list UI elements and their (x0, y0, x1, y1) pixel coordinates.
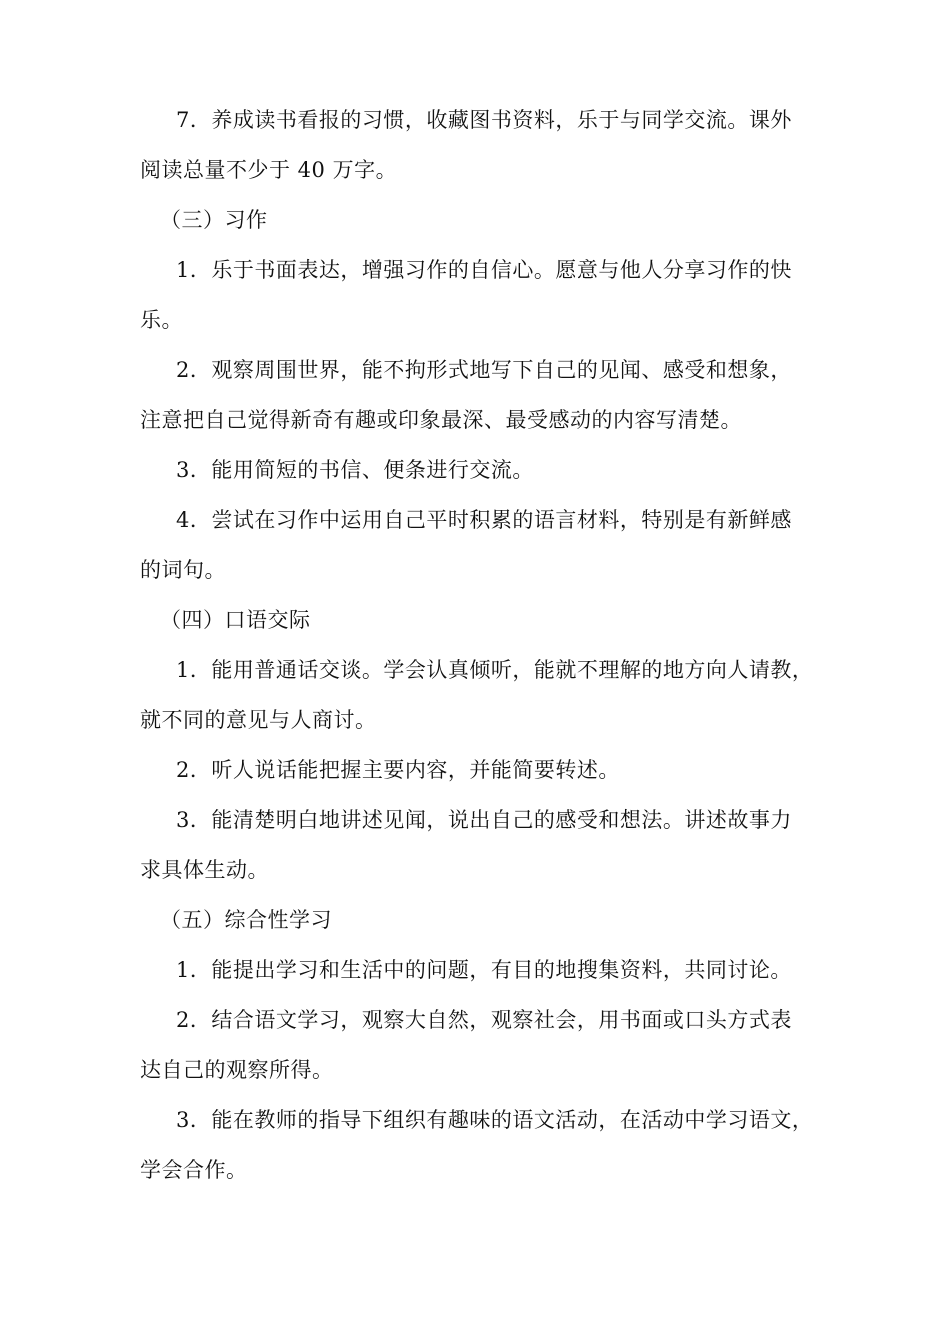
comprehensive-item-1: 1．能提出学习和生活中的问题，有目的地搜集资料，共同讨论。 (176, 958, 792, 982)
paragraph-7-line-1: 7．养成读书看报的习惯，收藏图书资料，乐于与同学交流。课外 (176, 108, 792, 132)
comprehensive-item-3-line-2: 学会合作。 (140, 1158, 248, 1182)
oral-item-1-line-1: 1．能用普通话交谈。学会认真倾听，能就不理解的地方向人请教， (176, 658, 814, 682)
comprehensive-item-2-line-1: 2．结合语文学习，观察大自然，观察社会，用书面或口头方式表 (176, 1008, 792, 1032)
writing-item-2-line-2: 注意把自己觉得新奇有趣或印象最深、最受感动的内容写清楚。 (140, 408, 742, 432)
comprehensive-item-3-line-1: 3．能在教师的指导下组织有趣味的语文活动，在活动中学习语文， (176, 1108, 814, 1132)
oral-item-3-line-1: 3．能清楚明白地讲述见闻，说出自己的感受和想法。讲述故事力 (176, 808, 792, 832)
oral-item-3-line-2: 求具体生动。 (140, 858, 269, 882)
writing-item-1-line-2: 乐。 (140, 308, 183, 332)
section-heading-writing: （三）习作 (160, 208, 268, 232)
writing-item-2-line-1: 2．观察周围世界，能不拘形式地写下自己的见闻、感受和想象， (176, 358, 792, 382)
comprehensive-item-2-line-2: 达自己的观察所得。 (140, 1058, 334, 1082)
oral-item-1-line-2: 就不同的意见与人商讨。 (140, 708, 377, 732)
writing-item-1-line-1: 1．乐于书面表达，增强习作的自信心。愿意与他人分享习作的快 (176, 258, 792, 282)
oral-item-2: 2．听人说话能把握主要内容，并能简要转述。 (176, 758, 620, 782)
writing-item-3: 3．能用简短的书信、便条进行交流。 (176, 458, 534, 482)
paragraph-7-line-2: 阅读总量不少于 40 万字。 (140, 158, 398, 182)
section-heading-oral: （四）口语交际 (160, 608, 311, 632)
writing-item-4-line-2: 的词句。 (140, 558, 226, 582)
writing-item-4-line-1: 4．尝试在习作中运用自己平时积累的语言材料，特别是有新鲜感 (176, 508, 792, 532)
section-heading-comprehensive: （五）综合性学习 (160, 908, 332, 932)
